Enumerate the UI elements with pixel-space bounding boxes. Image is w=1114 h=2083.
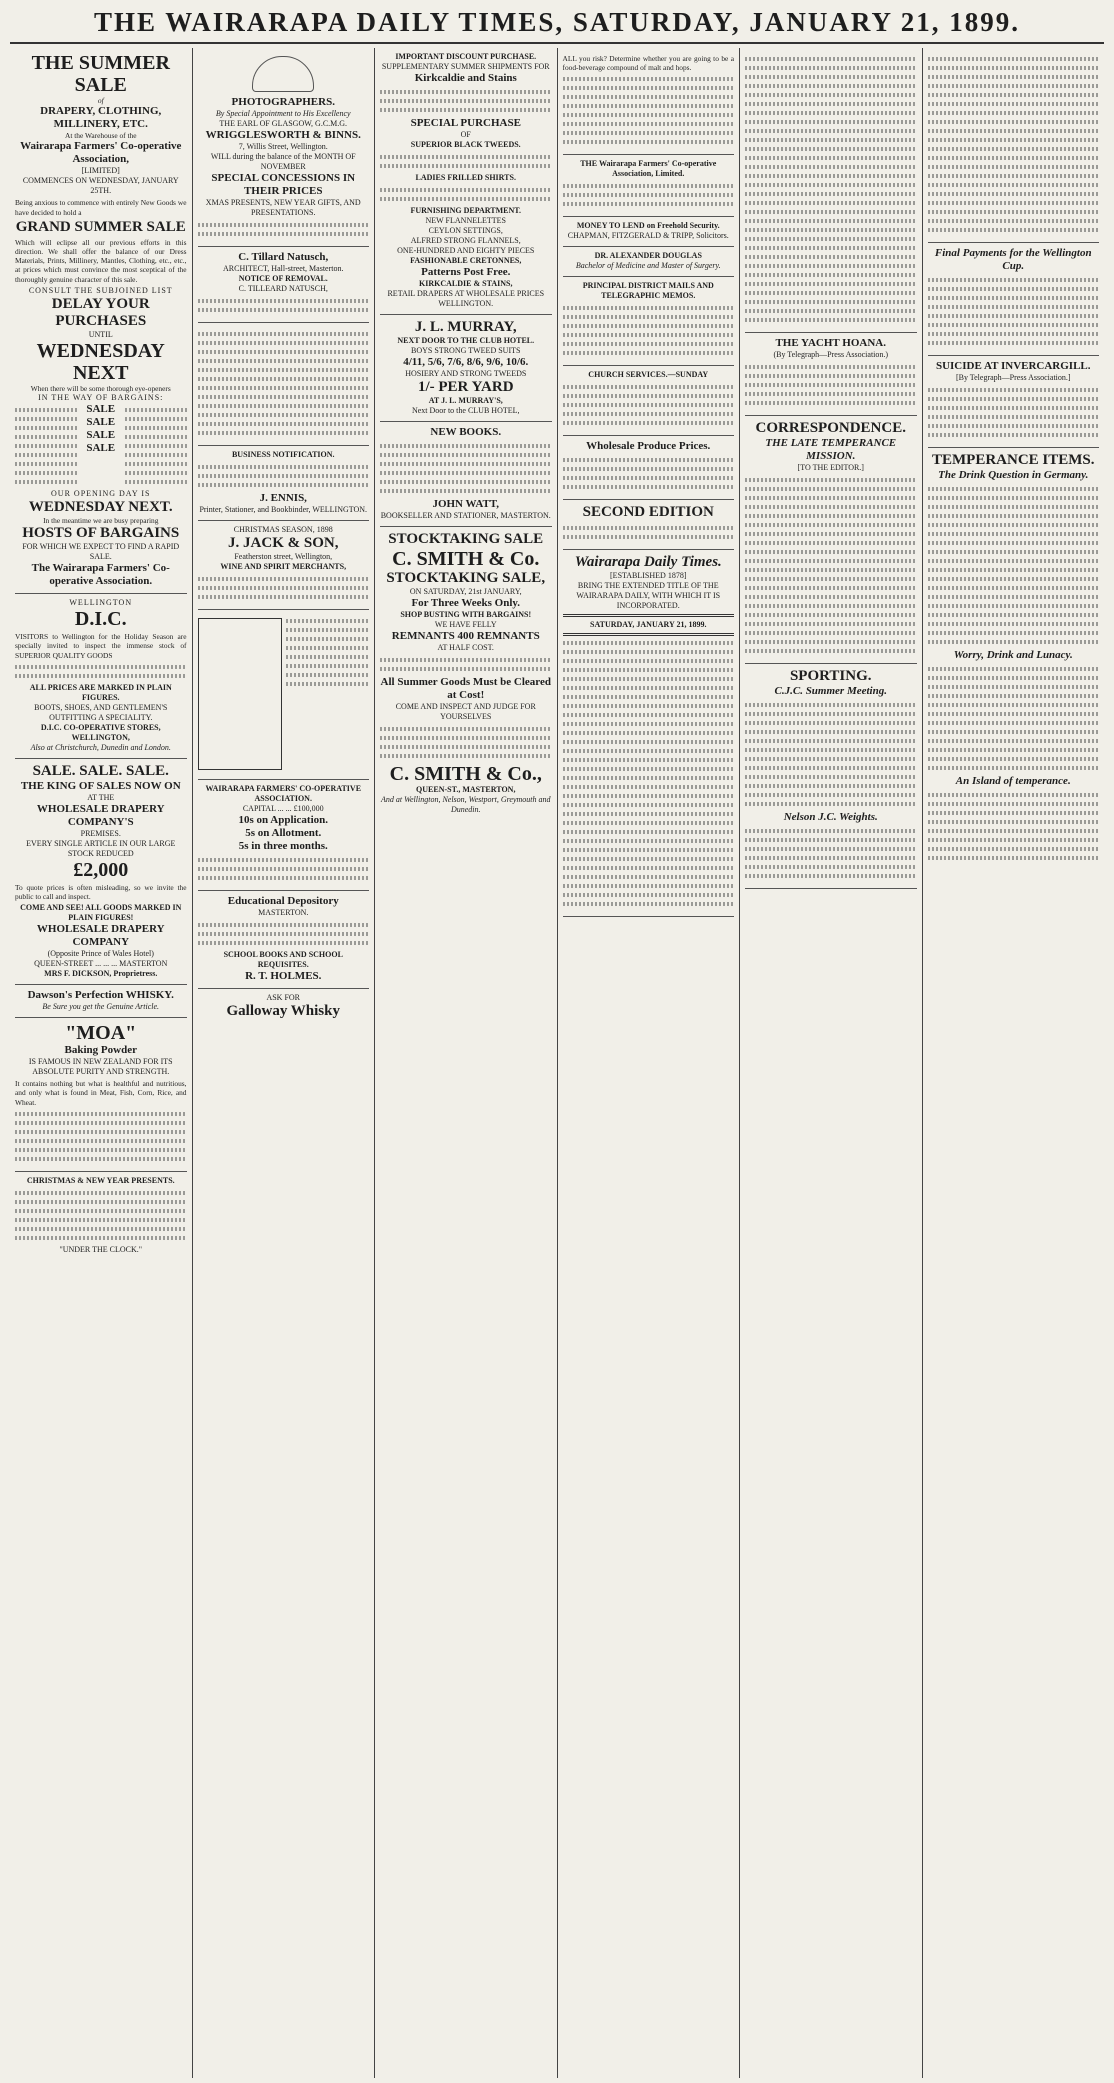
holmes-name: R. T. HOLMES. (245, 970, 322, 982)
special-purchase: SPECIAL PURCHASE (410, 117, 521, 129)
dawson-title: Dawson's Perfection WHISKY. (27, 989, 174, 1002)
column-3 (375, 48, 558, 2078)
column-1 (10, 48, 193, 2078)
amount: £2,000 (73, 858, 129, 881)
association-footer: The Wairarapa Farmers' Co-operative Association. (31, 562, 170, 588)
association-name: Wairarapa Farmers' Co-operative Association, (20, 140, 182, 166)
smith-footer: C. SMITH & Co., (389, 763, 542, 785)
xmas-ad (15, 1172, 187, 1260)
special-concessions: SPECIAL CONCESSIONS IN THEIR PRICES (211, 172, 356, 197)
ceylon: CEYLON SETTINGS, (428, 226, 503, 235)
by-telegraph-5: (By Telegraph—Press Association.) (773, 350, 889, 359)
commences-text: COMMENCES ON WEDNESDAY, JANUARY 25TH. (22, 176, 179, 196)
masthead-title: THE WAIRARAPA DAILY TIMES, SATURDAY, JANUARY 21, 1899. (94, 7, 1020, 37)
grand-summer-sale: GRAND SUMMER SALE (15, 218, 186, 235)
in-the-way-text: IN THE WAY OF BARGAINS: (38, 393, 164, 403)
natusch-architect: ARCHITECT, Hall-street, Masterton. (223, 264, 344, 273)
second-edition-title: SECOND EDITION (582, 504, 714, 521)
column-4 (558, 48, 741, 2078)
patterns-post-free: Patterns Post Free. (421, 266, 511, 278)
limited-text: [LIMITED] (81, 166, 120, 176)
smith-saturday: ON SATURDAY, 21st JANUARY, (409, 587, 522, 596)
sale-word-4: SALE (86, 442, 116, 455)
earl-name: THE EARL OF GLASGOW, G.C.M.G. (219, 119, 348, 128)
premises: PREMISES. (80, 828, 121, 838)
kirkcaldie-lambton: RETAIL DRAPERS AT WHOLESALE PRICES WELLINGTON. (387, 289, 545, 308)
boys-suits: BOYS STRONG TWEED SUITS (411, 346, 521, 355)
warehouse-intro: At the Warehouse of the (64, 131, 137, 141)
money-to-lend: MONEY TO LEND on Freehold Security. (576, 221, 720, 231)
stocktaking-sale: STOCKTAKING SALE (388, 531, 544, 547)
smith-also: And at Wellington, Nelson, Westport, Greymouth and Dunedin. (380, 795, 551, 814)
come-and-see: COME AND SEE! ALL GOODS MARKED IN PLAIN FIGURES! (20, 903, 182, 923)
sale-sale-sale: SALE. SALE. SALE. (32, 762, 169, 779)
harcourt-ad (198, 610, 370, 780)
will-during: WILL during the balance of the MONTH OF NOVEMBER (210, 152, 356, 171)
bargain-list (15, 403, 187, 489)
of-text: of (97, 96, 104, 105)
flannelettes: NEW FLANNELETTES (425, 216, 506, 225)
principal-mails: PRINCIPAL DISTRICT MAILS AND TELEGRAPHIC MEMOS. (582, 281, 714, 301)
kirkcaldie-ad (380, 48, 552, 315)
bargain-list-left (15, 403, 77, 489)
murray-ad (380, 315, 552, 422)
ten-per-application: 10s on Application. (238, 814, 329, 826)
money-ad (563, 217, 735, 247)
hosts-of-bargains: HOSTS OF BARGAINS (22, 525, 180, 542)
kirkcaldie-footer: KIRKCALDIE & STAINS, (419, 279, 513, 288)
ladies-shirts: LADIES FRILLED SHIRTS. (415, 173, 516, 182)
smith-ad (380, 527, 552, 820)
five-three-months: 5s in three months. (238, 840, 328, 852)
farmers-capital: CAPITAL ... ... £100,000 (242, 804, 324, 813)
fashionable-cretonnes: FASHIONABLE CRETONNES, (410, 256, 522, 265)
temperance-mission: THE LATE TEMPERANCE MISSION. (765, 437, 897, 462)
photographers-title: PHOTOGRAPHERS. (231, 96, 335, 108)
to-editor: [TO THE EDITOR.] (797, 463, 864, 472)
new-books-ad (380, 422, 552, 527)
boots-text: BOOTS, SHOES, AND GENTLEMEN'S OUTFITTING A SPECIALITY. (34, 702, 168, 722)
dawson-sub: Be Sure you get the Genuine Article. (42, 1002, 160, 1012)
wdc-opposite: (Opposite Prince of Wales Hotel) (47, 949, 154, 959)
murray-next-door-2: Next Door to the CLUB HOTEL, (411, 406, 520, 415)
temperance-title: TEMPERANCE ITEMS. (931, 452, 1095, 468)
dic-also-at: Also at Christchurch, Dunedin and London. (30, 742, 171, 752)
per-yard: 1/- PER YARD (417, 379, 514, 395)
educational-depository: Educational Depository (227, 895, 339, 907)
dic-ad (15, 594, 187, 759)
five-on-allotment: 5s on Allotment. (245, 827, 322, 839)
dic-note: VISITORS to Wellington for the Holiday Season are specially invited to inspect the immense stock of SUPERIOR QUALITY GOODS (15, 632, 187, 660)
dic-title: D.I.C. (74, 608, 127, 631)
meantime-text: In the meantime we are busy preparing (43, 516, 159, 526)
new-books: NEW BOOKS. (430, 426, 502, 438)
col5-news (745, 48, 917, 333)
editorial-masthead (563, 550, 735, 917)
delay-purchases: DELAY YOUR PURCHASES (51, 295, 150, 329)
summer-sale-ad (15, 48, 187, 594)
hosiery: HOSIERY AND STRONG TWEEDS (405, 369, 527, 378)
galloway-whisky: Galloway Whisky (226, 1003, 340, 1019)
sale-word-2: SALE (86, 416, 116, 429)
sporting (745, 664, 917, 889)
opening-day: OUR OPENING DAY IS (51, 489, 151, 499)
column-2 (193, 48, 376, 2078)
we-have: WE HAVE FELLY (434, 620, 497, 629)
galloway-ad (198, 989, 370, 1025)
furnishing-dept: FURNISHING DEPARTMENT. (410, 206, 522, 215)
moa-baking: Baking Powder (64, 1044, 137, 1057)
column-6 (923, 48, 1105, 2078)
wellington-notices (198, 323, 370, 446)
correspondence-title: CORRESPONDENCE. (755, 420, 906, 436)
john-watt: JOHN WATT, (432, 498, 500, 510)
shop-busting: SHOP BUSTING WITH BARGAINS! (400, 610, 532, 619)
farmers-shares-ad (198, 780, 370, 891)
yacht-story (745, 333, 917, 416)
suicide-title: SUICIDE AT INVERCARGILL. (935, 360, 1091, 372)
of-text-3: OF (460, 130, 471, 139)
moa-body: It contains nothing but what is healthful and nutritious, and only what is found in Meat, Fish, Corn, Rice, and Wheat. (15, 1079, 187, 1107)
sale-stack (81, 403, 121, 489)
important-discount: IMPORTANT DISCOUNT PURCHASE. (395, 52, 537, 61)
remnants: REMNANTS 400 REMNANTS (391, 630, 540, 642)
dic-stores: D.I.C. CO-OPERATIVE STORES, WELLINGTON, (40, 722, 161, 742)
produce-notice (563, 436, 735, 500)
superior-tweeds: SUPERIOR BLACK TWEEDS. (410, 140, 521, 149)
col6-news (928, 48, 1100, 243)
which-will-text: Which will eclipse all our previous efforts in this direction. We shall offer the balance of our Dress Materials, Prints, Millinery, Mantles, Clothing, etc., etc., at prices which must convince the most sceptical of the thoroughly genuine character of this sale. (15, 237, 187, 284)
supplementary: SUPPLEMENTARY SUMMER SHIPMENTS FOR (381, 62, 550, 71)
drink-question: The Drink Question in Germany. (938, 469, 1089, 481)
at-the: AT THE (87, 792, 115, 802)
school-books: SCHOOL BOOKS AND SCHOOL REQUISITES. (223, 950, 343, 969)
alfred-flannels: ALFRED STRONG FLANNELS, (410, 236, 521, 245)
summer-goods: All Summer Goods Must be Cleared at Cost! (380, 676, 551, 701)
church-notice (563, 366, 735, 436)
col4-notices (563, 48, 735, 155)
douglas-sub: Bachelor of Medicine and Master of Surgery. (575, 261, 721, 271)
wrigglesworth-binns: WRIGGLESWORTH & BINNS. (205, 129, 361, 141)
cjc-summer-meeting: C.J.C. Summer Meeting. (774, 685, 887, 697)
boys-prices: 4/11, 5/6, 7/6, 8/6, 9/6, 10/6. (403, 356, 529, 368)
notice-removal: NOTICE OF REMOVAL. (238, 274, 328, 283)
royal-crest-icon (252, 56, 314, 92)
ennis-name: J. ENNIS, (259, 492, 307, 504)
educational-masterton: MASTERTON. (258, 908, 309, 917)
farmers-notice (563, 155, 735, 217)
column-5 (740, 48, 923, 2078)
motto: BRING THE EXTENDED TITLE OF THE WAIRARAPA DAILY, WITH WHICH IT IS INCORPORATED. (576, 581, 721, 611)
harcourt-text (286, 614, 369, 774)
wholesale-ad (15, 759, 187, 985)
farmers-shares-title: WAIRARAPA FARMERS' CO-OPERATIVE ASSOCIATION. (205, 784, 362, 803)
dawson-ad (15, 985, 187, 1018)
photographers-ad (198, 48, 370, 247)
yacht-hoana: THE YACHT HOANA. (775, 337, 887, 349)
xmas-title: CHRISTMAS & NEW YEAR PRESENTS. (26, 1175, 175, 1185)
wellington-cup (928, 243, 1100, 356)
xmas-presents-photo: XMAS PRESENTS, NEW YEAR GIFTS, AND PRESENTATIONS. (205, 198, 361, 217)
mails-notice (563, 277, 735, 366)
by-telegraph-6: [By Telegraph—Press Association.] (955, 373, 1071, 382)
hundred-eighty: ONE-HUNDRED AND EIGHTY PIECES (397, 246, 535, 255)
bookseller: BOOKSELLER AND STATIONER, MASTERTON. (380, 511, 551, 520)
ennis-ad (198, 446, 370, 521)
natusch-ad (198, 247, 370, 323)
sale-word-3: SALE (86, 429, 116, 442)
moa-ad (15, 1018, 187, 1172)
natusch-name-2: C. TILLEARD NATUSCH, (238, 284, 328, 293)
bargain-list-right (125, 403, 187, 489)
daily-times-title: Wairarapa Daily Times. (574, 554, 722, 571)
farmers-notice-title: THE Wairarapa Farmers' Co-operative Association, Limited. (580, 159, 717, 179)
island-temperance: An Island of temperance. (955, 775, 1071, 787)
suicide-story (928, 356, 1100, 448)
business-notification: BUSINESS NOTIFICATION. (231, 450, 335, 459)
second-edition (563, 500, 735, 550)
king-of-sales: THE KING OF SALES NOW ON (20, 779, 181, 792)
come-judge: COME AND INSPECT AND JUDGE FOR YOURSELVES (395, 702, 536, 721)
moa-title: "MOA" (65, 1022, 137, 1045)
jack-and-son: J. JACK & SON, (228, 535, 339, 551)
douglas-name: DR. ALEXANDER DOUGLAS (594, 251, 702, 261)
ask-for: ASK FOR (266, 993, 301, 1002)
consult-text: CONSULT THE SUBJOINED LIST (28, 285, 173, 295)
jack-wine: WINE AND SPIRIT MERCHANTS, (220, 562, 347, 571)
wholesale-produce: Wholesale Produce Prices. (586, 440, 711, 453)
educational-ad (198, 891, 370, 989)
temperance-items (928, 448, 1100, 870)
summer-sale-goods: DRAPERY, CLOTHING, MILLINERY, ETC. (40, 105, 162, 131)
church-services: CHURCH SERVICES.—SUNDAY (588, 370, 709, 380)
sale-word-1: SALE (86, 403, 116, 416)
worry-drink-lunacy: Worry, Drink and Lunacy. (953, 649, 1073, 661)
to-quote: To quote prices is often misleading, so we invite the public to call and inspect. (15, 882, 187, 902)
wednesday-next-2: WEDNESDAY NEXT. (28, 499, 173, 516)
columns (10, 48, 1104, 2078)
dic-wellington: WELLINGTON (69, 598, 133, 608)
moa-sub: IS FAMOUS IN NEW ZEALAND FOR ITS ABSOLUTE PURITY AND STRENGTH. (28, 1057, 173, 1077)
jack-ad (198, 521, 370, 610)
half-cost: AT HALF COST. (437, 643, 494, 652)
studio-address: 7, Willis Street, Wellington. (238, 142, 328, 151)
under-the-clock: "UNDER THE CLOCK." (59, 1244, 143, 1254)
col4-intro: ALL you risk? Determine whether you are going to be a food-beverage compound of malt and hops. (562, 54, 734, 73)
wdc-proprietress: MRS F. DICKSON, Proprietress. (44, 969, 158, 979)
when-there-text: When there will be some thorough eye-openers (30, 383, 171, 393)
appointment: By Special Appointment to His Excellency (215, 109, 351, 118)
summer-sale-title: THE SUMMER SALE (31, 52, 170, 96)
smith-address: QUEEN-ST., MASTERTON, (416, 785, 516, 794)
being-anxious-text: Being anxious to commence with entirely New Goods we have decided to hold a (15, 198, 187, 217)
sporting-title: SPORTING. (789, 668, 872, 684)
wednesday-next: WEDNESDAY NEXT (36, 339, 165, 384)
stocktaking-sale-2: STOCKTAKING SALE, (386, 570, 546, 586)
smith-title: C. SMITH & Co. (392, 548, 540, 570)
nelson-weights: Nelson J.C. Weights. (783, 811, 878, 823)
murray-title: J. L. MURRAY, (414, 319, 517, 335)
masthead (10, 6, 1104, 44)
correspondence (745, 416, 917, 664)
wdc-queen-street: QUEEN-STREET ... ... ... MASTERTON (34, 959, 168, 969)
editorial-date: SATURDAY, JANUARY 21, 1899. (590, 620, 707, 630)
natusch-name: C. Tillard Natusch, (238, 251, 329, 263)
murray-next-door: NEXT DOOR TO THE CLUB HOTEL. (397, 336, 535, 345)
jack-address: Featherston street, Wellington, (234, 552, 333, 561)
every-article: EVERY SINGLE ARTICLE IN OUR LARGE STOCK REDUCED (26, 838, 176, 858)
three-weeks-only: For Three Weeks Only. (411, 597, 521, 609)
kirkcaldie-title: Kirkcaldie and Stains (414, 72, 517, 84)
final-payments: Final Payments for the Wellington Cup. (934, 247, 1092, 272)
wdc-name: WHOLESALE DRAPERY COMPANY (36, 923, 165, 949)
for-which-text: FOR WHICH WE EXPECT TO FIND A RAPID SALE. (22, 542, 180, 562)
christmas-season: CHRISTMAS SEASON, 1898 (233, 525, 333, 534)
chapman: CHAPMAN, FITZGERALD & TRIPP, Solicitors. (567, 231, 729, 241)
until-text: UNTIL (88, 329, 113, 339)
all-prices: ALL PRICES ARE MARKED IN PLAIN FIGURES. (29, 682, 172, 702)
at-murray: AT J. L. MURRAY'S, (428, 396, 503, 405)
harcourt-logo (198, 618, 283, 770)
ennis-sub: Printer, Stationer, and Bookbinder, WELLINGTON. (199, 505, 368, 514)
douglas-ad (563, 247, 735, 277)
established: [ESTABLISHED 1878] (610, 571, 687, 581)
wholesale-company: WHOLESALE DRAPERY COMPANY'S (36, 802, 165, 828)
